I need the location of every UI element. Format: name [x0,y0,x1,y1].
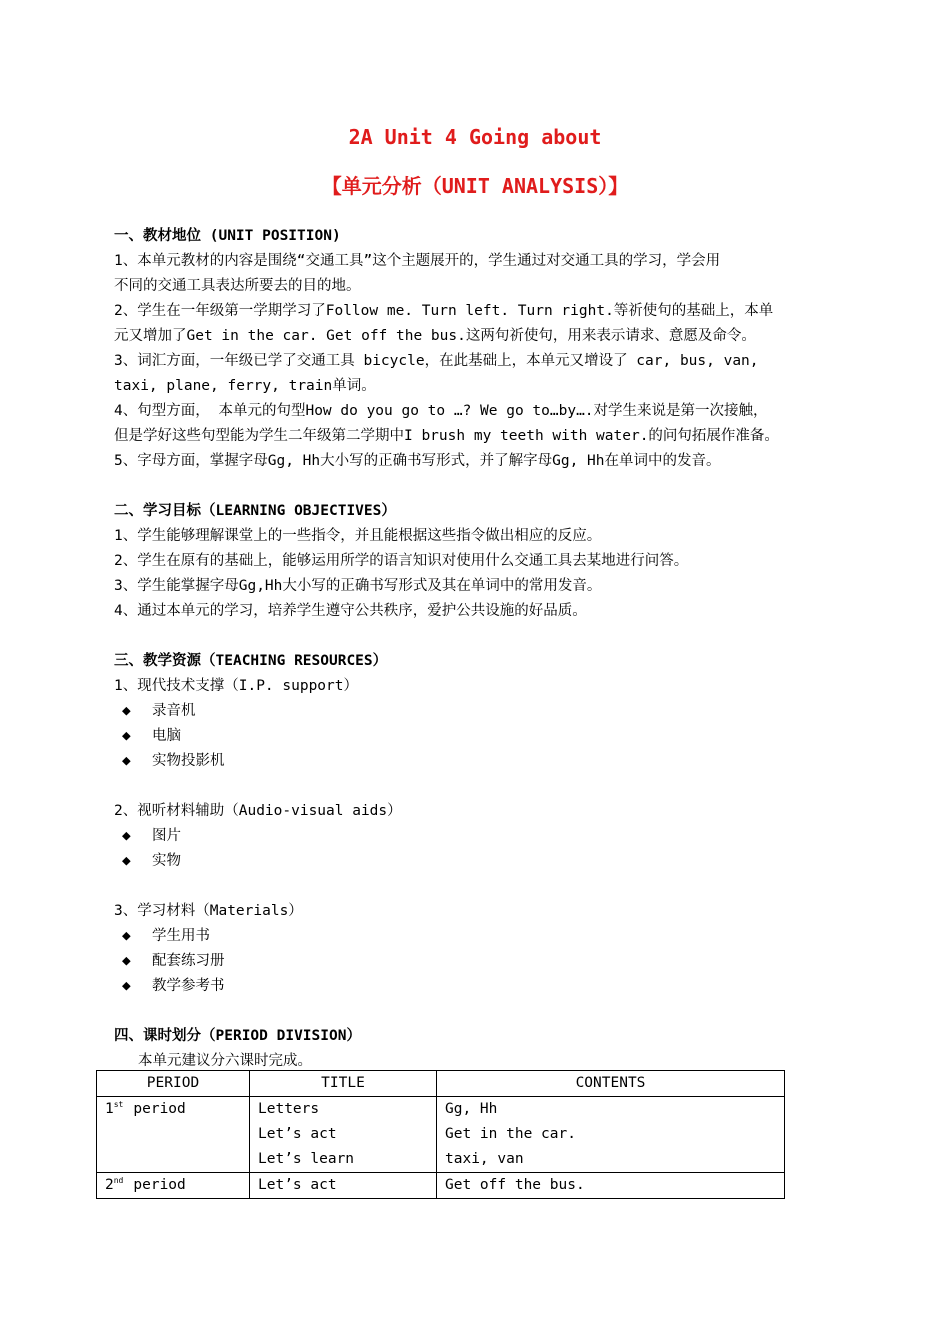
column-header-period: PERIOD [97,1071,250,1097]
diamond-bullet-icon: ◆ [122,953,131,969]
list-item-label: 录音机 [152,703,196,719]
paragraph-line: taxi, plane, ferry, train单词。 [114,378,376,394]
paragraph-line: 2、学生在原有的基础上，能够运用所学的语言知识对使用什么交通工具去某地进行问答。 [114,553,689,569]
list-item-label: 电脑 [152,728,181,744]
title-line: Let’s learn [258,1151,355,1167]
spacer [114,874,854,899]
list-item-label: 配套练习册 [152,953,225,969]
list-item [114,849,854,874]
title-line: Letters [258,1101,320,1117]
section-heading-objectives: 二、学习目标（LEARNING OBJECTIVES） [114,503,396,519]
list-item [114,824,854,849]
document-title: 2A Unit 4 Going about [348,125,602,149]
period-word: period [133,1177,186,1193]
period-ordinal: 2 [105,1177,114,1193]
paragraph-line: 但是学好这些句型能为学生二年级第二学期中I brush my teeth with water.的问句拓展作准备。 [114,428,779,444]
period-word: period [133,1101,186,1117]
paragraph-line: 元又增加了Get in the car. Get off the bus.这两句祈使句，用来表示请求、意愿及命令。 [114,328,756,344]
list-item-label: 实物投影机 [152,753,225,769]
paragraph-line: 5、字母方面，掌握字母Gg, Hh大小写的正确书写形式，并了解字母Gg, Hh在单词中的发音。 [114,453,721,469]
table-header-row [97,1071,785,1097]
diamond-bullet-icon: ◆ [122,853,131,869]
resource-group-label: 2、视听材料辅助（Audio-visual aids） [114,803,402,819]
period-ordinal: 1 [105,1101,114,1117]
paragraph-line: 1、学生能够理解课堂上的一些指令，并且能根据这些指令做出相应的反应。 [114,528,602,544]
paragraph-line: 1、本单元教材的内容是围绕“交通工具”这个主题展开的，学生通过对交通工具的学习，学会用 [114,253,721,269]
paragraph-line: 3、学生能掌握字母Gg,Hh大小写的正确书写形式及其在单词中的常用发音。 [114,578,602,594]
section-heading-position: 一、教材地位 (UNIT POSITION) [114,228,341,244]
title-cell [250,1097,437,1173]
list-item [114,949,854,974]
section-heading-resources: 三、教学资源（TEACHING RESOURCES） [114,653,388,669]
diamond-bullet-icon: ◆ [122,753,131,769]
spacer [114,474,854,499]
period-cell [97,1173,250,1199]
paragraph-line: 4、句型方面， 本单元的句型How do you go to …? We go to…by….对学生来说是第一次接触， [114,403,768,419]
diamond-bullet-icon: ◆ [122,828,131,844]
contents-line: Gg, Hh [445,1101,498,1117]
section-heading-periods: 四、课时划分（PERIOD DIVISION） [114,1028,361,1044]
column-header-contents: CONTENTS [437,1071,785,1097]
document-body [114,224,854,1074]
title-line: Let’s act [258,1177,337,1193]
paragraph-line: 2、学生在一年级第一学期学习了Follow me. Turn left. Turn right.等祈使句的基础上，本单 [114,303,774,319]
contents-line: taxi, van [445,1151,524,1167]
spacer [114,999,854,1024]
resource-group-label: 3、学习材料（Materials） [114,903,303,919]
document-subtitle: 【单元分析（UNIT ANALYSIS）】 [321,174,629,198]
list-item-label: 学生用书 [152,928,210,944]
list-item-label: 实物 [152,853,181,869]
diamond-bullet-icon: ◆ [122,978,131,994]
table-row [97,1097,785,1173]
contents-line: Get in the car. [445,1126,576,1142]
period-table [96,1070,785,1199]
column-header-title: TITLE [250,1071,437,1097]
resource-group-label: 1、现代技术支撑（I.P. support） [114,678,358,694]
contents-cell [437,1173,785,1199]
spacer [114,774,854,799]
paragraph-line: 3、词汇方面，一年级已学了交通工具 bicycle，在此基础上，本单元又增设了 car, bus, van, [114,353,759,369]
contents-line: Get off the bus. [445,1177,585,1193]
diamond-bullet-icon: ◆ [122,703,131,719]
period-ordinal-suffix: st [113,1100,124,1110]
list-item-label: 图片 [152,828,181,844]
period-cell [97,1097,250,1173]
diamond-bullet-icon: ◆ [122,728,131,744]
paragraph-line: 4、通过本单元的学习，培养学生遵守公共秩序，爱护公共设施的好品质。 [114,603,587,619]
list-item [114,974,854,999]
title-cell [250,1173,437,1199]
list-item [114,699,854,724]
period-ordinal-suffix: nd [113,1176,124,1186]
list-item [114,724,854,749]
list-item [114,924,854,949]
paragraph-line: 不同的交通工具表达所要去的目的地。 [114,278,361,294]
contents-cell [437,1097,785,1173]
list-item [114,749,854,774]
spacer [114,624,854,649]
title-line: Let’s act [258,1126,337,1142]
table-row [97,1173,785,1199]
diamond-bullet-icon: ◆ [122,928,131,944]
periods-intro: 本单元建议分六课时完成。 [138,1053,312,1069]
list-item-label: 教学参考书 [152,978,225,994]
